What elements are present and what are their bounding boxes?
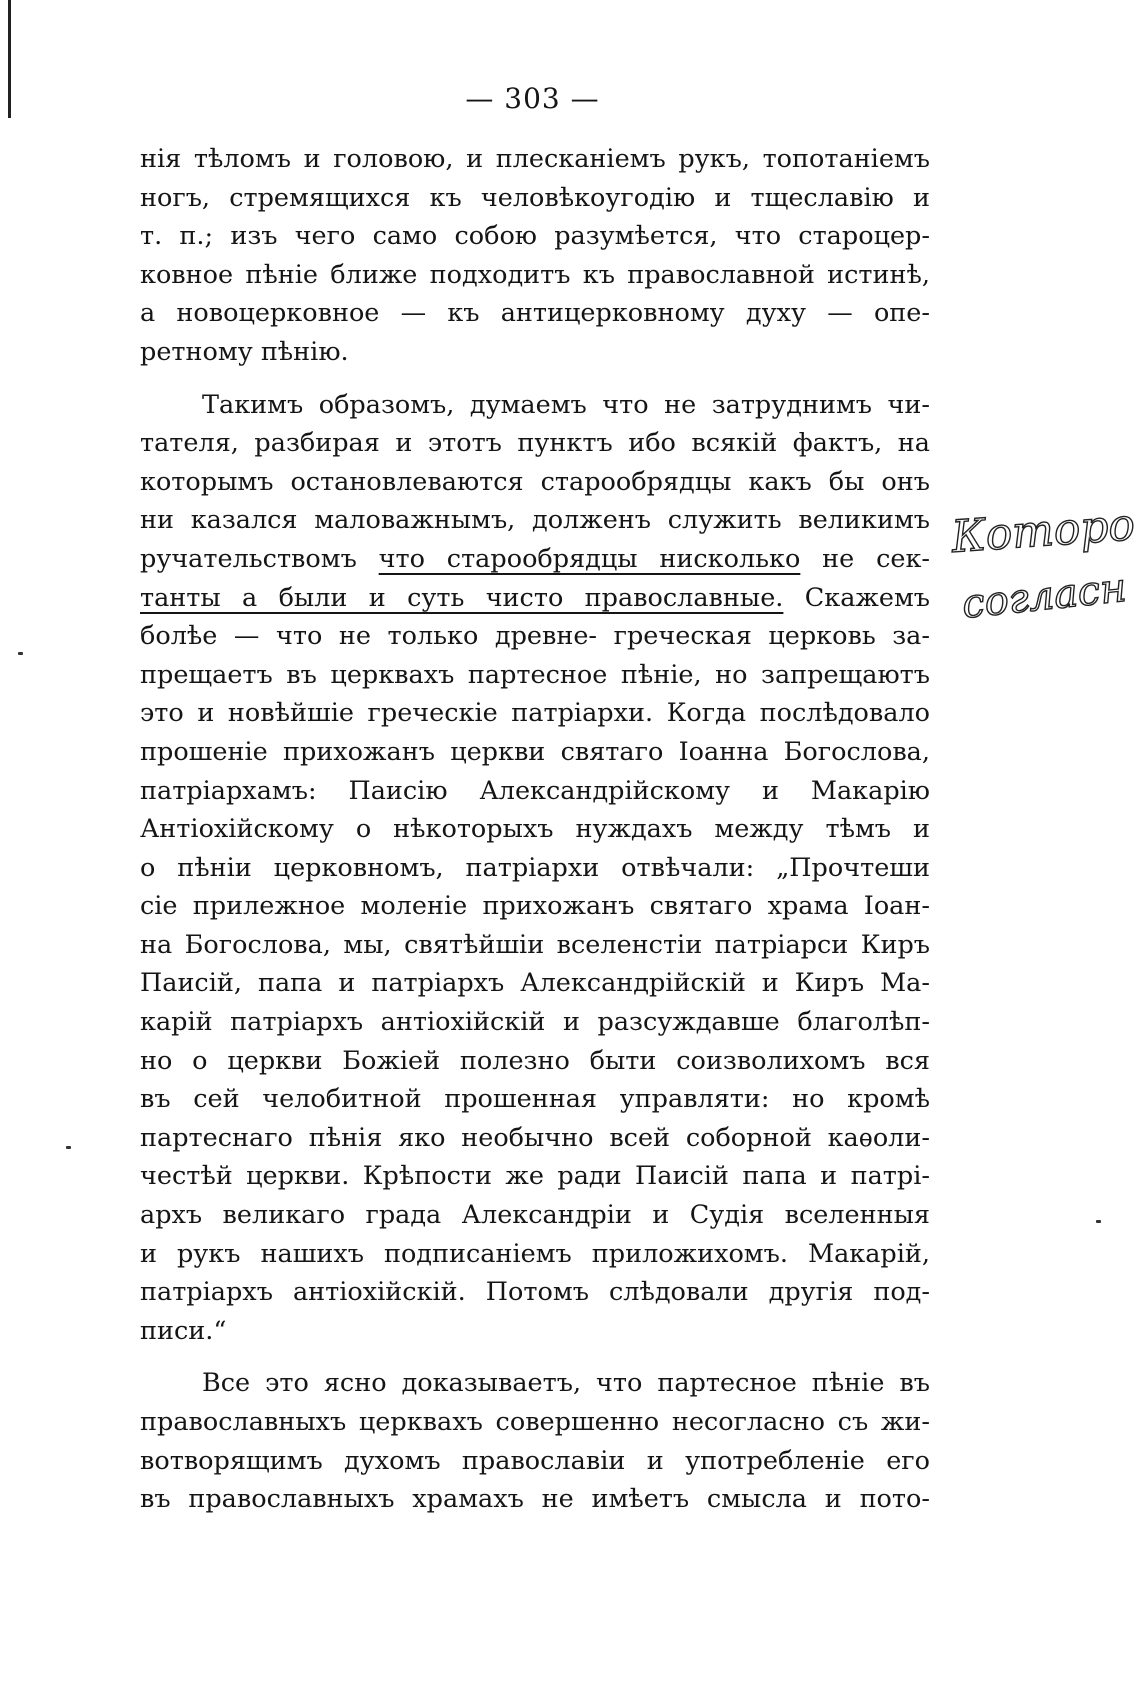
text-line: Антіохійскому о нѣкоторыхъ нуждахъ между тѣмъ и: [140, 814, 930, 845]
text-line: прошеніе прихожанъ церкви святаго Іоанна Богослова,: [140, 736, 930, 767]
text-line: патріархамъ: Паисію Александрійскому и Макарію: [140, 775, 930, 806]
text-line: нія тѣломъ и головою, и плесканіемъ рукъ, топотаніемъ: [140, 144, 930, 174]
scan-speck: [66, 1146, 71, 1149]
text-segment: Скажемъ: [783, 582, 930, 613]
text-line: болѣе — что не только древне- греческая церковь за-: [140, 621, 930, 652]
text-line: т. п.; изъ чего само собою разумѣется, что староцер-: [140, 221, 930, 252]
text-line: въ сей челобитной прошенная управляти: но кромѣ: [140, 1084, 930, 1115]
text-line: сіе прилежное моленіе прихожанъ святаго храма Іоан-: [140, 891, 930, 922]
scan-speck: [1096, 1220, 1101, 1223]
text-line: ретному пѣнію.: [140, 336, 349, 367]
text-segment: ручательствомъ: [140, 543, 379, 574]
text-line: ковное пѣніе ближе подходитъ къ православной истинѣ,: [140, 259, 930, 290]
margin-handwritten-note: [948, 498, 1138, 638]
text-line: и рукъ нашихъ подписаніемъ приложихомъ. Макарій,: [140, 1238, 930, 1269]
text-line: ни казался маловажнымъ, долженъ служить великимъ: [140, 505, 930, 536]
text-line: ногъ, стремящихся къ человѣкоугодію и тщеславію и: [140, 182, 930, 213]
scan-speck: [18, 652, 23, 655]
text-line: о пѣніи церковномъ, патріархи отвѣчали: „Прочтеши: [140, 852, 930, 883]
text-line: которымъ остановлеваются старообрядцы какъ бы онъ: [140, 466, 930, 497]
text-line: православныхъ церквахъ совершенно несогласно съ жи-: [140, 1407, 930, 1437]
text-line: на Богослова, мы, святѣйшіи вселенстіи патріарси Киръ: [140, 929, 930, 960]
text-line: прещаетъ въ церквахъ партесное пѣніе, но запрещаютъ: [140, 659, 930, 690]
paragraph-3: [140, 1364, 930, 1518]
underlined-phrase: что старообрядцы нисколько: [378, 543, 801, 574]
text-line: патріархъ антіохійскій. Потомъ слѣдовали другія под-: [140, 1277, 930, 1308]
text-line: а новоцерковное — къ антицерковному духу — опе-: [140, 298, 930, 329]
margin-note-line-2: согласн: [959, 564, 1129, 628]
text-line: вотворящимъ духомъ православіи и употребленіе его: [140, 1445, 930, 1476]
text-line: честѣй церкви. Крѣпости же ради Паисій папа и патрі-: [140, 1161, 930, 1192]
text-line: партеснаго пѣнія яко необычно всей соборной каѳоли-: [140, 1122, 930, 1153]
text-line: Такимъ образомъ, думаемъ что не затруднимъ чи-: [202, 389, 930, 420]
paragraph-2: [140, 386, 930, 1351]
body-text: [140, 140, 930, 1519]
underlined-phrase: танты а были и суть чисто православные.: [140, 582, 784, 613]
text-line-underlined: [140, 540, 930, 579]
text-line: но о церкви Божіей полезно быти соизволихомъ вся: [140, 1045, 930, 1076]
paragraph-1: [140, 140, 930, 372]
page-number: — 303 —: [465, 82, 600, 115]
text-line: въ православныхъ храмахъ не имѣетъ смысла и пото-: [140, 1484, 930, 1515]
text-line-underlined: [140, 579, 930, 618]
text-line: Все это ясно доказываетъ, что партесное пѣніе въ: [202, 1368, 930, 1399]
text-line: это и новѣйшіе греческіе патріархи. Когда послѣдовало: [140, 698, 930, 729]
text-line: архъ великаго града Александріи и Судія вселенныя: [140, 1200, 930, 1231]
text-segment: не сек-: [800, 543, 930, 574]
margin-note-line-1: Которо: [949, 499, 1137, 563]
text-line: тателя, разбирая и этотъ пунктъ ибо всякій фактъ, на: [140, 428, 930, 459]
text-line: писи.“: [140, 1315, 227, 1346]
text-line: Паисій, папа и патріархъ Александрійскій и Киръ Ма-: [140, 968, 930, 999]
text-line: карій патріархъ антіохійскій и разсуждавше благолѣп-: [140, 1007, 930, 1038]
